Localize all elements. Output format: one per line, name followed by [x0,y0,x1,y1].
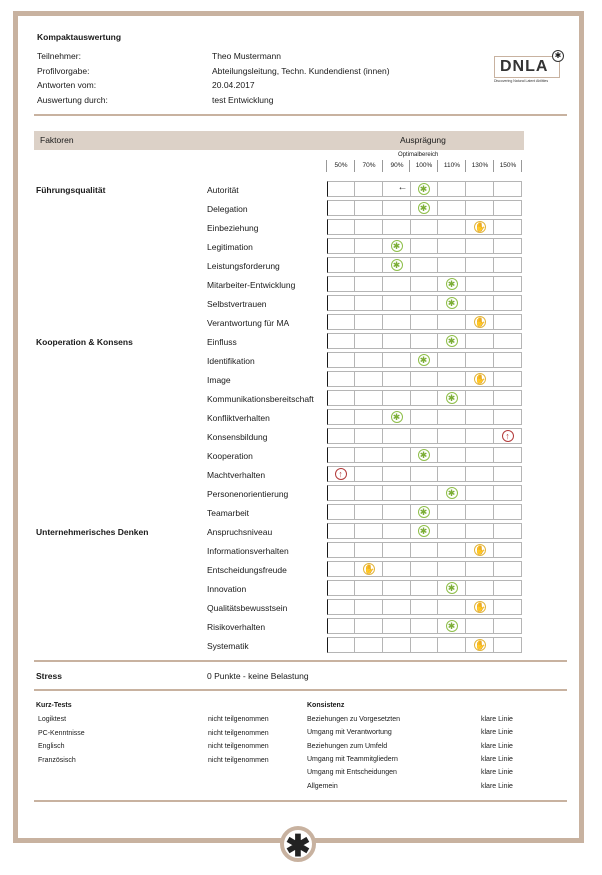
scale-cell [355,333,383,349]
scale-cell [466,181,494,197]
scale-cell [494,542,522,558]
rating-marker-green-icon: ✱ [446,582,458,594]
scale-cell [383,485,411,501]
scale-cell [327,200,355,216]
scale-cell [438,257,466,273]
scale-cell [355,523,383,539]
scale-cell [355,390,383,406]
logo-star-icon: ✱ [552,50,564,62]
scale-cell [494,523,522,539]
scale-cell [438,238,466,254]
info-value: 20.04.2017 [212,80,255,90]
scale-cell [410,333,438,349]
scale-cell [466,504,494,520]
scale-cell [494,257,522,273]
scale-cell [438,466,466,482]
scale-cell [383,352,411,368]
scale-cell [438,352,466,368]
scale-cell [383,219,411,235]
scale-cell [494,466,522,482]
stress-label: Stress [36,671,62,681]
info-label: Auswertung durch: [37,94,108,105]
scale-cell [466,238,494,254]
scale-tick [493,160,494,172]
factor-label: Innovation [207,584,247,594]
scale-cell [466,200,494,216]
scale-cell [494,409,522,425]
scale-cell [327,409,355,425]
scale-tick [354,160,355,172]
scale-cell [410,485,438,501]
scale-cell [494,599,522,615]
scale-cell [494,314,522,330]
scale-cell [327,523,355,539]
scale-cell [466,428,494,444]
dnla-logo [494,51,562,86]
stress-value: 0 Punkte - keine Belastung [207,671,309,681]
info-value: Abteilungsleitung, Techn. Kundendienst (innen) [212,65,390,76]
scale-cell [438,637,466,653]
konsistenz-value: klare Linie [481,729,513,737]
scale-cell [355,314,383,330]
info-value: test Entwicklung [212,94,274,105]
scale-cell [466,295,494,311]
scale-cell [438,561,466,577]
scale-cell [355,238,383,254]
factor-row [327,485,521,501]
factor-row [327,333,521,349]
scale-label: 130% [471,162,489,169]
scale-cell [494,371,522,387]
rating-marker-green-icon: ✱ [418,525,430,537]
factor-label: Kooperation [207,451,253,461]
scale-cell [466,466,494,482]
factor-label: Identifikation [207,356,255,366]
konsistenz-heading: Konsistenz [307,702,345,709]
scale-cell [494,333,522,349]
scale-cell [327,181,355,197]
scale-cell [383,618,411,634]
scale-cell [494,200,522,216]
scale-cell [410,599,438,615]
konsistenz-label: Umgang mit Teammitgliedern [307,755,398,763]
kurztest-label: Englisch [38,743,65,750]
scale-cell [466,447,494,463]
scale-tick [382,160,383,172]
factor-label: Personenorientierung [207,489,289,499]
optimal-range-label: Optimalbereich [398,152,439,158]
scale-cell [355,618,383,634]
table-header [34,131,524,150]
scale-label: 100% [415,162,433,169]
factor-row [327,295,521,311]
scale-cell [355,542,383,558]
rating-marker-green-icon: ✱ [446,297,458,309]
rating-marker-green-icon: ✱ [391,240,403,252]
scale-cell [410,618,438,634]
scale-cell [438,447,466,463]
scale-cell [494,504,522,520]
scale-cell [494,276,522,292]
rating-marker-green-icon: ✱ [418,354,430,366]
rating-marker-green-icon: ✱ [418,183,430,195]
factor-label: Qualitätsbewusstsein [207,603,288,613]
scale-cell [383,200,411,216]
factor-label: Mitarbeiter-Entwicklung [207,280,296,290]
scale-cell [355,200,383,216]
rating-marker-yellow-icon: ✋ [474,222,486,232]
scale-cell [410,466,438,482]
konsistenz-label: Allgemein [307,782,338,790]
factor-row [327,314,521,330]
group-heading: Kooperation & Konsens [36,337,133,347]
rating-marker-yellow-icon: ✋ [474,640,486,650]
scale-cell [410,276,438,292]
scale-cell [355,371,383,387]
factor-row [327,561,521,577]
scale-cell [327,504,355,520]
scale-cell [494,618,522,634]
factor-label: Konsensbildung [207,432,268,442]
rating-marker-yellow-icon: ✋ [474,545,486,555]
report-title: Kompaktauswertung [37,32,122,42]
scale-cell [438,504,466,520]
kurztest-value: nicht teilgenommen [208,756,269,764]
scale-cell [410,238,438,254]
seal-star-icon: ✱ [280,826,316,862]
scale-label: 50% [334,162,348,169]
scale-cell [438,371,466,387]
factor-label: Systematik [207,641,249,651]
rating-marker-green-icon: ✱ [446,620,458,632]
scale-cell [327,333,355,349]
scale-cell [327,257,355,273]
info-label: Profilvorgabe: [37,65,90,76]
rating-marker-green-icon: ✱ [391,259,403,271]
scale-cell [355,599,383,615]
scale-cell [466,276,494,292]
scale-tick [437,160,438,172]
scale-cell [494,447,522,463]
factor-label: Delegation [207,204,248,214]
scale-cell [355,428,383,444]
factor-row [327,428,521,444]
factor-row [327,618,521,634]
factor-label: Risikoverhalten [207,622,266,632]
header-auspraegung: Ausprägung [400,135,446,145]
scale-cell [494,238,522,254]
kurztest-value: nicht teilgenommen [208,729,269,737]
konsistenz-value: klare Linie [481,716,513,723]
scale-cell [383,390,411,406]
scale-cell [383,333,411,349]
scale-cell [466,485,494,501]
factor-label: Entscheidungsfreude [207,565,287,575]
factor-label: Autorität [207,185,239,195]
scale-cell [383,314,411,330]
divider [34,800,567,802]
header-faktoren: Faktoren [40,135,74,145]
scale-cell [383,276,411,292]
scale-cell [327,637,355,653]
scale-cell [327,618,355,634]
scale-cell [494,295,522,311]
kurztest-value: nicht teilgenommen [208,716,269,723]
scale-cell [466,257,494,273]
factor-row [327,238,521,254]
scale-cell [410,637,438,653]
scale-cell [494,181,522,197]
factor-row [327,371,521,387]
scale-cell [327,428,355,444]
scale-cell [410,542,438,558]
factor-row [327,580,521,596]
factor-row [327,637,521,653]
divider [34,660,567,662]
scale-cell [410,428,438,444]
rating-marker-yellow-icon: ✋ [474,317,486,327]
scale-cell [355,637,383,653]
scale-cell [355,447,383,463]
factor-label: Teamarbeit [207,508,250,518]
scale-cell [327,276,355,292]
scale-cell [327,580,355,596]
rating-marker-yellow-icon: ✋ [474,374,486,384]
konsistenz-label: Umgang mit Verantwortung [307,729,392,737]
scale-cell [355,580,383,596]
rating-marker-yellow-icon: ✋ [363,564,375,574]
factor-row [327,257,521,273]
scale-label: 110% [443,162,461,169]
info-value: Theo Mustermann [212,51,281,61]
konsistenz-label: Beziehungen zu Vorgesetzten [307,716,401,723]
factor-label: Anspruchsniveau [207,527,273,537]
factor-label: Legitimation [207,242,253,252]
factor-row [327,599,521,615]
info-label: Antworten vom: [37,80,97,90]
group-heading: Unternehmerisches Denken [36,527,149,537]
scale-cell [383,447,411,463]
scale-cell [355,504,383,520]
scale-cell [494,561,522,577]
scale-cell [355,295,383,311]
arrow-left-icon: ← [397,182,408,193]
rating-marker-green-icon: ✱ [446,278,458,290]
rating-marker-green-icon: ✱ [446,487,458,499]
konsistenz-value: klare Linie [481,742,513,750]
konsistenz-value: klare Linie [481,769,513,777]
scale-cell [383,428,411,444]
factor-label: Einbeziehung [207,223,259,233]
scale-cell [494,352,522,368]
factor-row [327,276,521,292]
scale-cell [355,409,383,425]
factor-label: Image [207,375,231,385]
logo-subtitle: Discovering Natural Latent Abilities [494,79,549,83]
scale-cell [438,219,466,235]
scale-cell [383,542,411,558]
scale-cell [466,580,494,596]
konsistenz-value: klare Linie [481,782,513,790]
scale-cell [410,295,438,311]
kurztest-label: Französisch [38,756,76,764]
logo-text: DNLA [500,58,549,75]
scale-cell [383,371,411,387]
rating-marker-yellow-icon: ✋ [474,602,486,612]
scale-cell [327,485,355,501]
scale-cell [410,580,438,596]
scale-cell [383,295,411,311]
rating-marker-red-icon: ↑ [502,430,514,442]
factor-row [327,219,521,235]
factor-label: Verantwortung für MA [207,318,290,328]
scale-cell [438,428,466,444]
scale-cell [327,447,355,463]
rating-marker-green-icon: ✱ [418,202,430,214]
kurztest-label: PC-Kenntnisse [38,729,85,737]
divider [34,114,567,116]
scale-cell [327,542,355,558]
factor-label: Einfluss [207,337,237,347]
kurztests-heading: Kurz-Tests [36,702,72,709]
scale-cell [466,618,494,634]
kurztest-value: nicht teilgenommen [208,743,269,750]
scale-cell [327,238,355,254]
scale-cell [438,523,466,539]
scale-cell [466,523,494,539]
scale-cell [327,295,355,311]
scale-label: 150% [499,162,517,169]
scale-cell [438,181,466,197]
factor-row [327,409,521,425]
scale-cell [438,200,466,216]
scale-cell [410,409,438,425]
scale-tick [521,160,522,172]
factor-row [327,542,521,558]
factor-label: Konfliktverhalten [207,413,270,423]
scale-cell [383,466,411,482]
scale-cell [355,466,383,482]
scale-cell [410,561,438,577]
scale-cell [327,599,355,615]
factor-row [327,390,521,406]
group-heading: Führungsqualität [36,185,106,195]
scale-cell [383,504,411,520]
scale-cell [494,580,522,596]
scale-cell [438,314,466,330]
scale-cell [355,276,383,292]
scale-cell [355,219,383,235]
scale-cell [494,219,522,235]
rating-marker-green-icon: ✱ [418,506,430,518]
scale-tick [465,160,466,172]
scale-cell [327,561,355,577]
scale-label: 70% [362,162,376,169]
factor-label: Machtverhalten [207,470,266,480]
scale-cell [410,219,438,235]
scale-cell [383,599,411,615]
rating-marker-red-icon: ↑ [335,468,347,480]
rating-marker-green-icon: ✱ [418,449,430,461]
scale-cell [438,542,466,558]
scale-cell [438,409,466,425]
konsistenz-label: Umgang mit Entscheidungen [307,769,397,777]
scale-cell [410,371,438,387]
scale-cell [327,314,355,330]
scale-cell [494,390,522,406]
scale-cell [466,390,494,406]
scale-cell [383,580,411,596]
scale-tick [326,160,327,172]
factor-label: Kommunikationsbereitschaft [207,394,314,404]
factor-label: Selbstvertrauen [207,299,267,309]
scale-cell [383,523,411,539]
scale-cell [410,390,438,406]
scale-cell [410,314,438,330]
factor-row [327,466,521,482]
scale-cell [466,561,494,577]
scale-tick [409,160,410,172]
factor-label: Informationsverhalten [207,546,289,556]
rating-marker-green-icon: ✱ [446,392,458,404]
rating-marker-green-icon: ✱ [391,411,403,423]
info-label: Teilnehmer: [37,51,81,61]
scale-cell [327,352,355,368]
scale-cell [355,257,383,273]
kurztest-label: Logiktest [38,716,67,723]
scale-cell [494,637,522,653]
scale-cell [327,390,355,406]
scale-cell [327,219,355,235]
factor-label: Leistungsforderung [207,261,280,271]
scale-cell [466,333,494,349]
scale-cell [466,409,494,425]
scale-cell [383,637,411,653]
scale-cell [355,352,383,368]
scale-cell [494,485,522,501]
scale-cell [383,561,411,577]
scale-cell [327,371,355,387]
scale-cell [466,352,494,368]
scale-cell [410,257,438,273]
scale-cell [355,485,383,501]
divider [34,689,567,691]
konsistenz-label: Beziehungen zum Umfeld [307,742,388,750]
rating-marker-green-icon: ✱ [446,335,458,347]
scale-cell [355,181,383,197]
konsistenz-value: klare Linie [481,755,513,763]
scale-label: 90% [390,162,404,169]
scale-cell [438,599,466,615]
